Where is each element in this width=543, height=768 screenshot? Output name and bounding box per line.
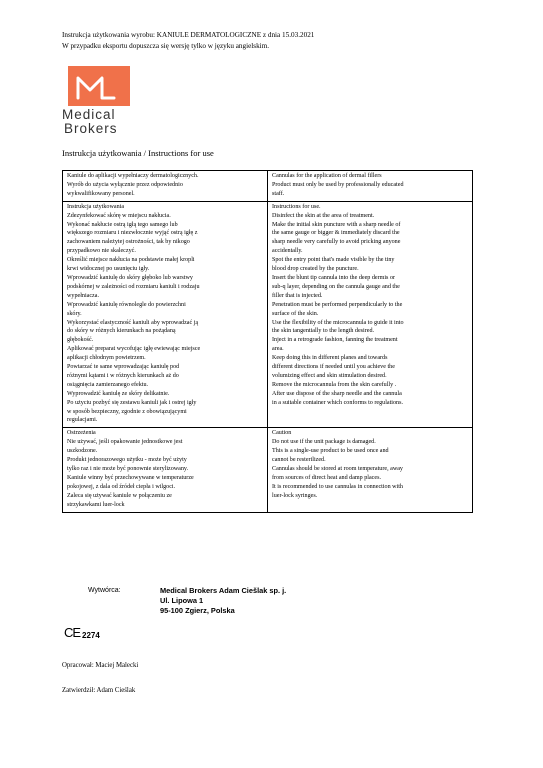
logo-m-icon [68,66,130,106]
text-line: do skóry w różnych kierunkach na pożądaną [67,328,176,335]
text-line: Remove the microcannula from the skin carefully . [272,381,397,388]
text-line: sharp needle very carefully to avoid pricking anyone [272,239,401,246]
text-line: Inject in a retrograde fashion, fanning the treatment [272,337,398,344]
text-line: Instructions for use. [272,203,321,210]
text-line: Insert the blunt tip cannula into the deep dermis or [272,274,396,281]
text-line: Po użyciu pozbyć się zestawu kaniuli jak i ostrej igły [67,399,197,406]
text-line: surface of the skin. [272,310,319,317]
text-line: Penetration must be performed perpendicularly to the [272,301,403,308]
text-line: Keep doing this in different planes and towards [272,355,388,362]
polish-cell [63,201,268,428]
text-line: Wprowadzić kaniulę równolegle do powierzchni [67,301,186,308]
logo-mark [68,66,130,106]
text-line: podskórnej w zależności od rozmiaru kaniuli i rodzaju [67,283,200,290]
text-line: strzykawkami luer-lock [67,501,125,508]
document-header-line-1: Instrukcja użytkowania wyrobu: KANIULE DERMATOLOGICZNE z dnia 15.03.2021 [62,31,315,39]
text-line: Do not use if the unit package is damaged. [272,439,376,446]
text-line: Określić miejsce nakłucia na podstawie małej kropli [67,257,195,264]
text-line: the skin tangentially to the length desired. [272,328,375,335]
table-row [63,201,473,428]
instructions-table [62,170,473,513]
text-line: większego rozmiaru i niezwłocznie wyjąć ostrą igłę z [67,230,198,237]
text-line: pokojowej, z dala od źródeł ciepła i wilgoci. [67,483,176,490]
table-row [63,428,473,512]
ce-mark: CE [64,625,81,640]
text-line: Kaniule winny być przechowywane w temperaturze [67,474,194,481]
manufacturer-street: Ul. Lipowa 1 [160,596,204,605]
text-line: Wyprowadzić kaniulę ze skóry delikatnie. [67,390,170,397]
english-cell [268,171,473,202]
polish-cell [63,171,268,202]
text-line: regulacjami. [67,417,98,424]
english-cell [268,428,473,512]
text-line: Cannulas should be stored at room temperature, away [272,466,403,472]
text-line: area. [272,346,284,353]
manufacturer-city: 95-100 Zgierz, Polska [160,606,235,615]
text-line: After use dispose of the sharp needle and the cannula [272,390,402,397]
text-line: skóry. [67,310,82,317]
text-line: Zaleca się używać kaniule w połączeniu ze [67,492,172,499]
manufacturer-name: Medical Brokers Adam Ciešlak sp. j. [160,586,287,595]
text-line: luer-lock syringes. [272,492,318,499]
text-line: Instrukcja użytkowania [67,203,125,210]
text-line: volumizing effect and skin stimulation desired. [272,372,387,379]
table-row [63,171,473,202]
text-line: Wyrób do użycia wyłącznie przez odpowiednio [67,181,183,188]
text-line: Ostrzeżenia [67,430,96,437]
text-line: Product must only be used by professionally educated [272,181,404,188]
text-line: tylko raz i nie może być ponownie sterylizowany. [67,466,189,472]
approved-by: Zatwierdził: Adam Cieślak [62,687,136,694]
company-logo [62,66,144,138]
text-line: in a suitable container which conforms to regulations. [272,399,403,406]
document-header-line-2: W przypadku eksportu dopuszcza się wersję tylko w języku angielskim. [62,42,270,50]
text-line: uszkodzone. [67,448,98,455]
text-line: Aplikować preparat wycofując igłę ewiewając miejsce [67,346,201,353]
text-line: different directions if needed until you achieve the [272,364,395,371]
text-line: Disinfect the skin at the area of treatment. [272,212,375,219]
text-line: This is a single-use product to be used once and [272,448,389,455]
text-line: Produkt jednorazowego użytku - może być użyty [67,457,187,464]
manufacturer-label: Wytwórca: [88,587,121,594]
english-cell [268,201,473,428]
text-line: Wprowadzić kaniulę do skóry głęboko lub warstwy [67,274,193,281]
text-line: sub-q layer, depending on the cannula gauge and the [272,283,400,290]
notified-body-number: 2274 [82,631,100,640]
text-line: wykwalifikowany personel. [67,190,135,197]
text-line: Use the flexibility of the microcannula to guide it into [272,319,404,326]
text-line: the same gauge or bigger & immediately discard the [272,230,400,237]
text-line: przypadkowo nie skaleczyć. [67,248,136,255]
text-line: accidentally. [272,248,303,255]
text-line: osiągnięcia zamierzanego efektu. [67,381,149,388]
text-line: aplikacji chłodnym powietrzem. [67,355,146,362]
logo-text-brokers: Brokers [64,121,118,136]
text-line: wypełniacza. [67,292,99,299]
text-line: różnymi kątami i w różnych kierunkach aż do [67,372,179,379]
text-line: Nie używać, jeśli opakowanie jednostkowe jest [67,439,183,446]
text-line: It is recommended to use cannulas in connection with [272,483,403,490]
text-line: staff. [272,190,285,197]
text-line: Wykorzystać elastyczność kaniuli aby wprowadzać ją [67,319,199,326]
polish-cell [63,428,268,512]
text-line: zachowaniem należytej ostrożności, tak by nikogo [67,239,190,246]
text-line: w sposób bezpieczny, zgodnie z obowiązującymi [67,408,187,415]
text-line: cannot be resterilized. [272,457,326,464]
logo-text-medical: Medical [62,107,116,122]
prepared-by: Opracował: Maciej Malecki [62,662,139,669]
text-line: Spot the entry point that's made visible by the tiny [272,257,395,264]
text-line: krwi widocznej po usunięciu igły. [67,266,150,273]
text-line: Caution [272,430,292,437]
text-line: Cannulas for the application of dermal fillers [272,173,382,179]
text-line: Make the initial skin puncture with a sharp needle of [272,221,401,228]
text-line: Kaniule do aplikacji wypełniaczy dermatologicznych. [67,173,199,179]
text-line: głębokość. [67,337,94,344]
text-line: blood drop created by the puncture. [272,266,359,273]
document-title: Instrukcja użytkowania / Instructions for use [62,148,214,158]
text-line: Zdezynfekować skórę w miejscu nakłucia. [67,212,171,219]
text-line: Powtarzać te same wprowadzając kaniulę pod [67,364,180,371]
text-line: from sources of direct heat and damp places. [272,474,381,481]
text-line: Wykonać nakłucie ostrą igłą tego samego lub [67,221,178,228]
text-line: filler that is injected. [272,292,323,299]
